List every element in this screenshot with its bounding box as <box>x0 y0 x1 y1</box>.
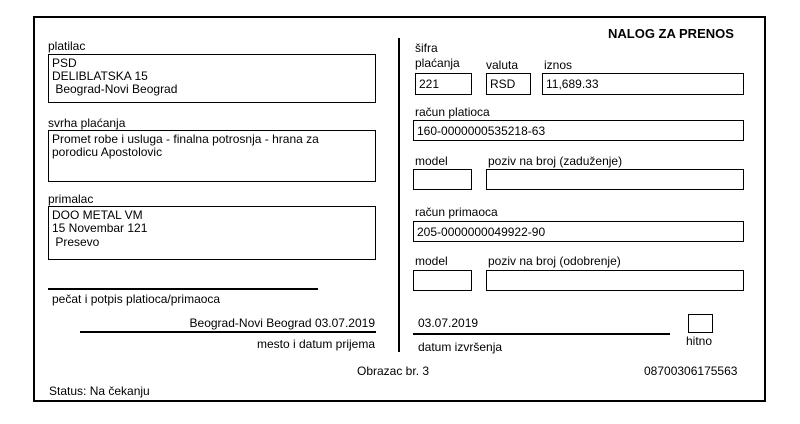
payment-code-value: 221 <box>419 77 440 91</box>
payment-code-field[interactable] <box>415 73 472 95</box>
recipient-account-value: 205-0000000049922-90 <box>417 225 546 239</box>
stamp-signature-label: pečat i potpis platioca/primaoca <box>52 292 221 306</box>
credit-model-field[interactable] <box>413 270 472 291</box>
form-number: Obrazac br. 3 <box>357 364 430 378</box>
amount-label: iznos <box>544 58 573 72</box>
column-divider <box>398 38 400 352</box>
purpose-line-1: Promet robe i usluga - finalna potrosnja - hrana za <box>52 132 319 146</box>
debit-model-field[interactable] <box>413 169 472 190</box>
urgent-label: hitno <box>686 334 713 348</box>
recipient-line-2: 15 Novembar 121 <box>52 221 148 235</box>
payer-line-2: DELIBLATSKA 15 <box>52 69 148 83</box>
purpose-line-2: porodicu Apostolovic <box>52 145 163 159</box>
place-date-line <box>80 331 376 333</box>
purpose-field[interactable] <box>48 130 376 182</box>
payer-field[interactable] <box>48 54 376 103</box>
payer-label: platilac <box>48 39 86 53</box>
payer-account-value: 160-0000000535218-63 <box>417 124 546 138</box>
amount-field[interactable] <box>542 73 744 95</box>
currency-value: RSD <box>490 77 516 91</box>
payer-line-3: Beograd-Novi Beograd <box>52 82 178 96</box>
purpose-label: svrha plaćanja <box>48 116 126 130</box>
place-date-value[interactable]: Beograd-Novi Beograd 03.07.2019 <box>189 316 375 330</box>
execution-date-label: datum izvršenja <box>418 340 503 354</box>
execution-date-line <box>413 333 670 335</box>
credit-reference-field[interactable] <box>486 270 744 291</box>
signature-line <box>48 288 318 290</box>
credit-model-label: model <box>415 254 448 268</box>
debit-model-label: model <box>415 154 448 168</box>
recipient-line-3: Presevo <box>52 235 100 249</box>
currency-field[interactable] <box>486 73 531 95</box>
debit-reference-field[interactable] <box>486 169 744 190</box>
payer-account-field[interactable] <box>413 120 744 141</box>
recipient-line-1: DOO METAL VM <box>52 208 143 222</box>
place-date-label: mesto i datum prijema <box>256 337 375 351</box>
debit-reference-label: poziv na broj (zaduženje) <box>488 154 623 168</box>
urgent-checkbox[interactable] <box>688 314 713 333</box>
form-title: NALOG ZA PRENOS <box>608 26 734 41</box>
recipient-account-field[interactable] <box>413 221 744 242</box>
reference-number: 08700306175563 <box>644 364 738 378</box>
payer-line-1: PSD <box>52 56 77 70</box>
recipient-label: primalac <box>48 192 94 206</box>
status-text: Status: Na čekanju <box>49 384 150 398</box>
recipient-field[interactable] <box>48 206 376 260</box>
recipient-account-label: račun primaoca <box>415 205 498 219</box>
credit-reference-label: poziv na broj (odobrenje) <box>488 254 621 268</box>
execution-date-value[interactable]: 03.07.2019 <box>418 316 479 330</box>
payment-code-label: plaćanja <box>415 56 460 70</box>
currency-label: valuta <box>486 58 519 72</box>
amount-value: 11,689.33 <box>546 77 599 91</box>
payer-account-label: račun platioca <box>415 105 490 119</box>
payment-code-label-top: šifra <box>415 41 438 55</box>
